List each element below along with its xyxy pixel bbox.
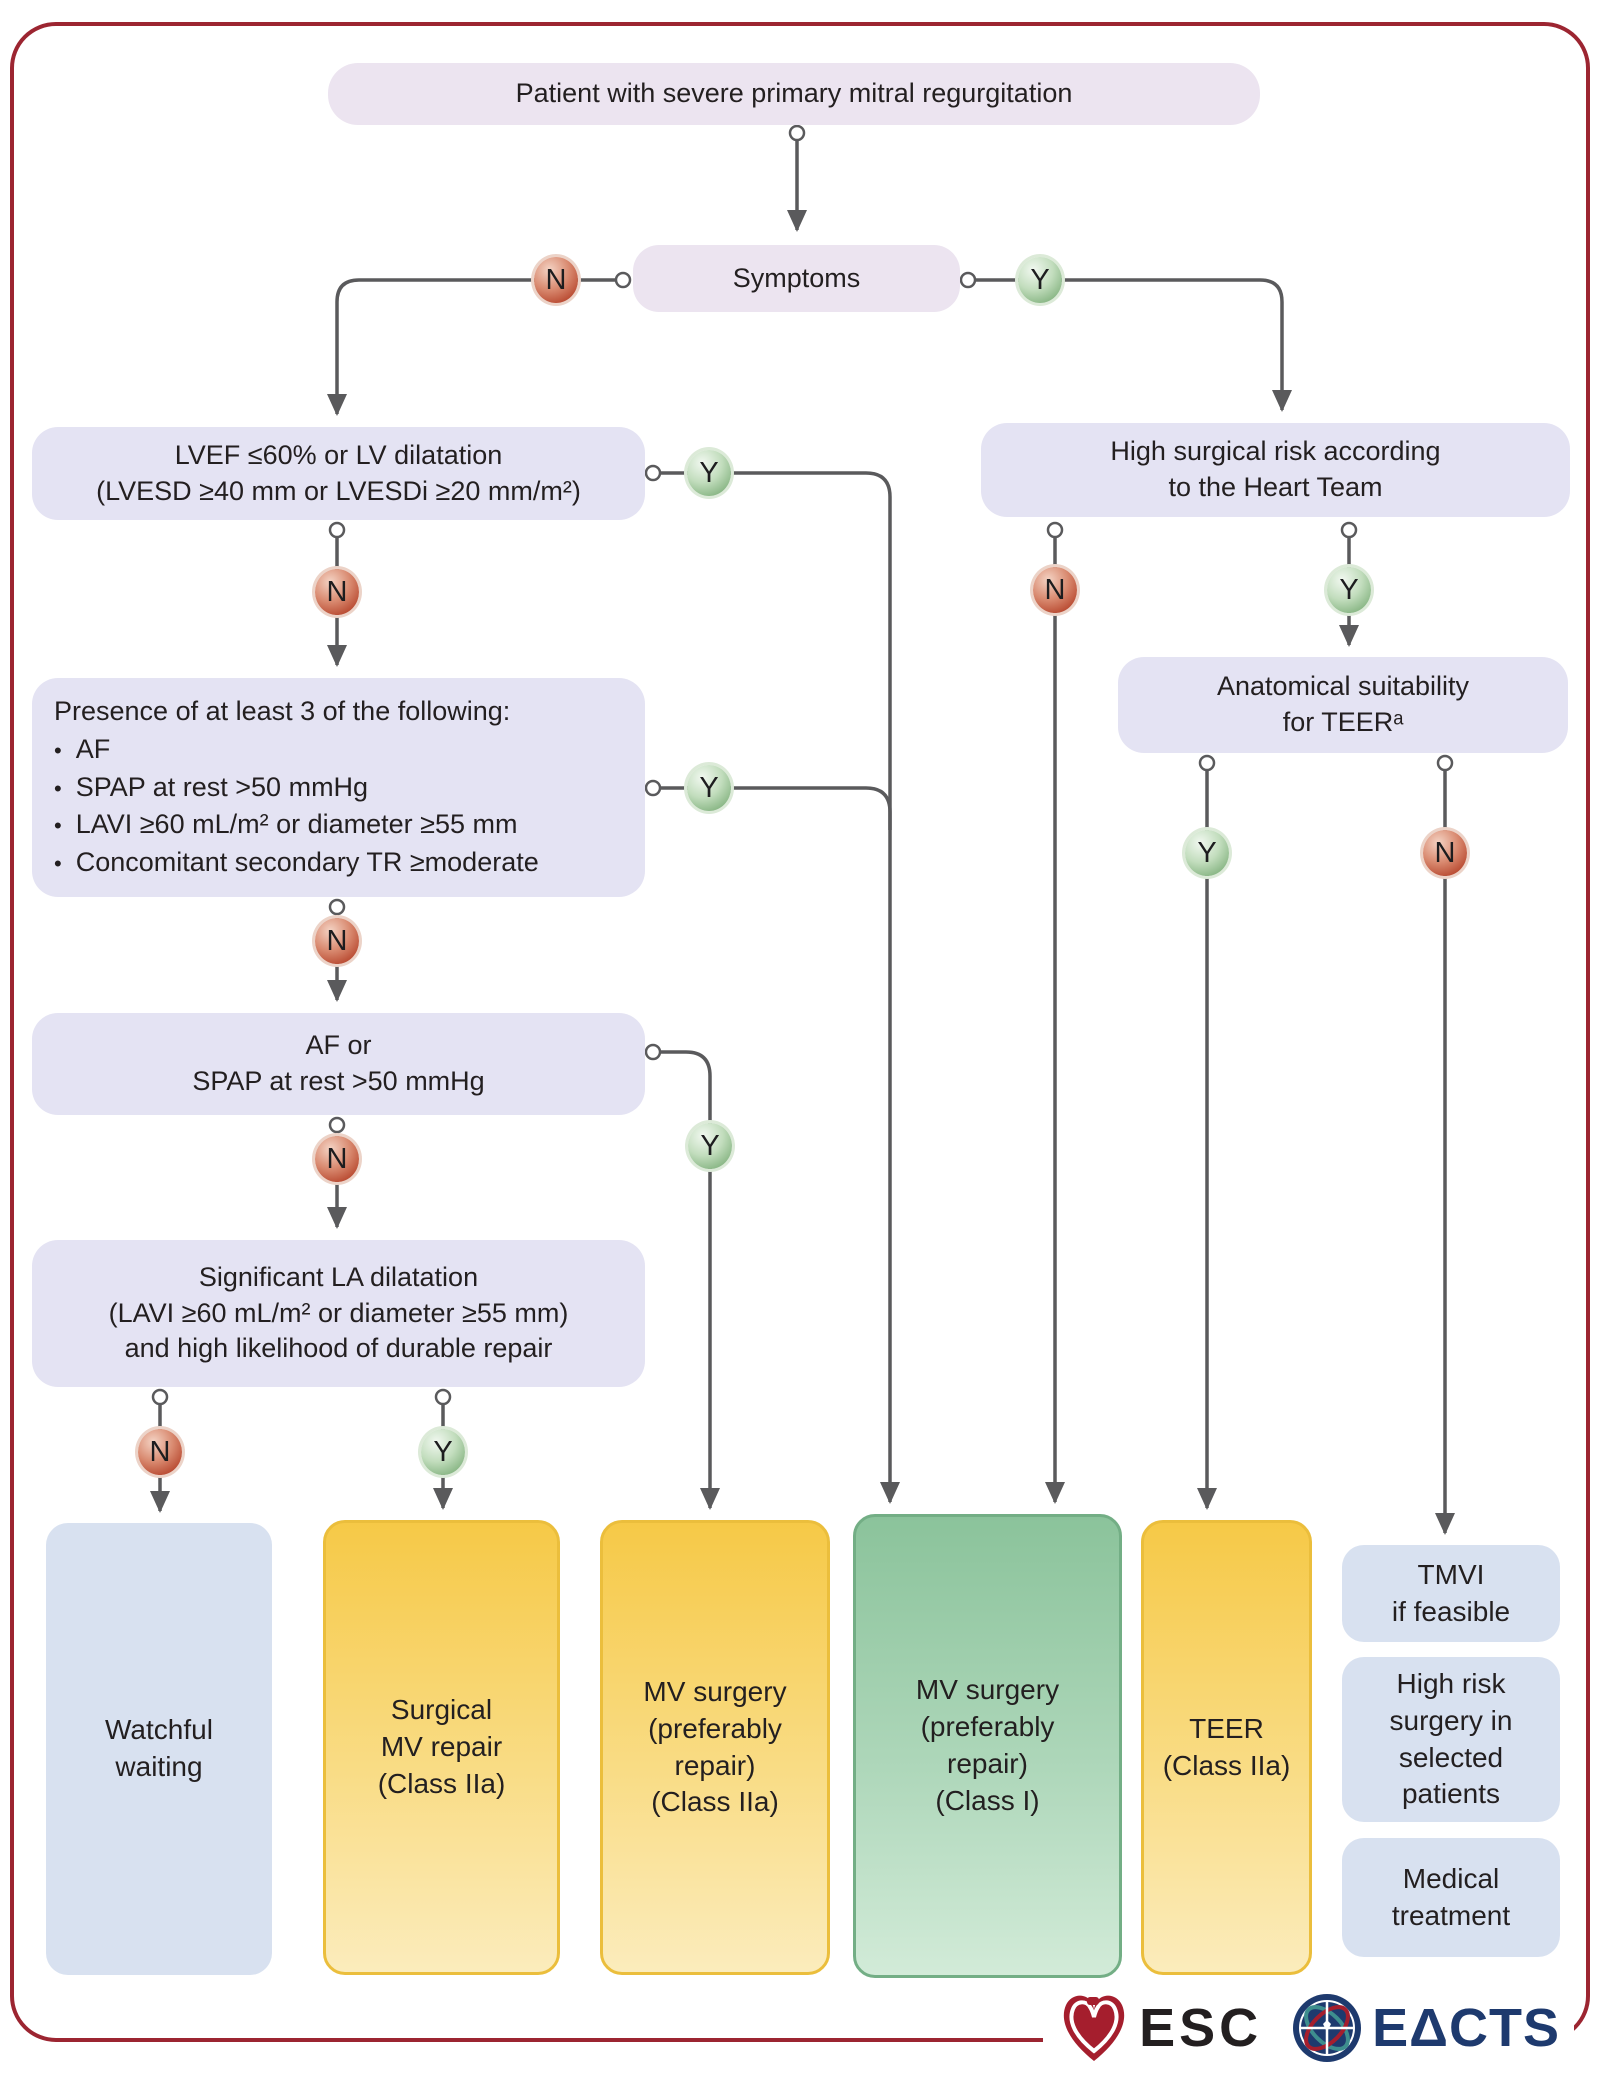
decision-af-spap [32, 1013, 645, 1115]
bullet-icon: • [54, 813, 62, 839]
outcome-line: if feasible [1391, 1595, 1511, 1627]
outcome-line: (Class IIa) [1162, 1749, 1291, 1781]
connector-node [961, 273, 975, 287]
yes-label: Y [1197, 836, 1217, 869]
yes-label: Y [699, 771, 719, 804]
connector-node [1048, 523, 1062, 537]
decision-teer-suit-line1: Anatomical suitability [1216, 671, 1470, 702]
outcome-high-risk-surgery [1342, 1657, 1560, 1822]
no-label: N [326, 924, 348, 957]
outcome-tmvi [1342, 1545, 1560, 1642]
yes-badge-symptoms [1018, 257, 1062, 303]
no-badge-lvef [315, 569, 359, 615]
yes-label: Y [700, 1129, 720, 1162]
outcome-watchful-waiting [46, 1523, 272, 1975]
outcome-line: MV repair [380, 1731, 503, 1763]
no-badge-criteria [315, 918, 359, 964]
criteria-bullet-text: SPAP at rest >50 mmHg [75, 771, 369, 802]
yes-badge-teer-suit [1185, 830, 1229, 876]
criteria-bullet-text: LAVI ≥60 mL/m² or diameter ≥55 mm [75, 809, 518, 840]
decision-teer-suit-line2: for TEERᵃ [1282, 707, 1404, 737]
esc-heart-icon [1057, 1989, 1131, 2067]
yes-label: Y [1030, 263, 1050, 296]
outcome-line: surgery in [1389, 1704, 1513, 1736]
connector-node [1200, 756, 1214, 770]
eacts-emblem-icon [1290, 1991, 1364, 2065]
connector-node [436, 1390, 450, 1404]
decision-la-dilatation [32, 1240, 645, 1387]
yes-badge-criteria [687, 765, 731, 811]
criteria-bullet-item [54, 731, 110, 769]
outcome-line: (preferably [920, 1711, 1055, 1743]
connector-node [790, 126, 804, 140]
bullet-icon: • [54, 775, 62, 801]
yes-label: Y [1339, 573, 1359, 606]
outcome-line: patients [1401, 1778, 1501, 1810]
no-label: N [326, 1142, 348, 1175]
criteria-bullet-item [54, 806, 517, 844]
outcome-line: (preferably [648, 1712, 782, 1744]
outcome-line: TMVI [1417, 1558, 1485, 1590]
connector [968, 280, 1282, 410]
criteria-bullet-item [54, 844, 539, 882]
decision-criteria [32, 678, 645, 897]
connector-node [1342, 523, 1356, 537]
decision-af-spap-line2: SPAP at rest >50 mmHg [192, 1066, 485, 1096]
outcome-line: repair) [947, 1748, 1028, 1779]
decision-lvef-line2: (LVESD ≥40 mm or LVESDi ≥20 mm/m²) [96, 475, 581, 506]
outcome-line: TEER [1189, 1712, 1264, 1744]
start-node [328, 63, 1260, 125]
outcome-line: MV surgery [915, 1674, 1060, 1706]
no-label: N [1044, 573, 1066, 606]
yes-badge-risk [1327, 567, 1371, 613]
decision-risk-line1: High surgical risk according [1110, 436, 1441, 467]
no-label: N [149, 1435, 171, 1468]
no-badge-teer-suit [1423, 830, 1467, 876]
decision-criteria-title: Presence of at least 3 of the following: [54, 696, 511, 726]
outcome-line: (Class I) [935, 1784, 1040, 1816]
eacts-logo-text: EΔCTS [1372, 1998, 1560, 2058]
yes-label: Y [433, 1435, 453, 1468]
outcome-line: Medical [1402, 1862, 1500, 1894]
no-label: N [545, 263, 567, 296]
decision-symptoms-label: Symptoms [732, 262, 861, 293]
connector [653, 1052, 710, 1508]
connector-node [646, 1045, 660, 1059]
connector-node [646, 781, 660, 795]
criteria-bullet-text: AF [75, 733, 111, 764]
outcome-teer [1141, 1520, 1312, 1975]
outcome-line: Watchful [105, 1714, 213, 1746]
outcome-medical-treatment [1342, 1838, 1560, 1957]
connector-node [616, 273, 630, 287]
outcome-line: High risk [1396, 1667, 1506, 1699]
decision-risk-line2: to the Heart Team [1168, 472, 1383, 502]
eacts-logo [1290, 1991, 1560, 2065]
yes-label: Y [699, 456, 719, 489]
decision-af-spap-line1: AF or [305, 1030, 372, 1061]
criteria-bullet-item [54, 769, 368, 807]
outcome-line: Surgical [390, 1694, 493, 1726]
connector-node [330, 1118, 344, 1132]
outcome-line: selected [1398, 1741, 1504, 1773]
outcome-line: treatment [1391, 1899, 1511, 1931]
connector [337, 280, 623, 414]
criteria-bullet-text: Concomitant secondary TR ≥moderate [75, 847, 539, 878]
decision-symptoms [633, 245, 960, 312]
no-badge-symptoms [534, 257, 578, 303]
outcome-line: waiting [115, 1751, 203, 1782]
outcome-line: (Class IIa) [651, 1786, 779, 1818]
no-badge-risk [1033, 567, 1077, 613]
connector-node [646, 466, 660, 480]
decision-la-line1: Significant LA dilatation [198, 1262, 479, 1293]
outcome-mv-surgery-class-iia [600, 1520, 830, 1975]
connector-node [153, 1390, 167, 1404]
outcome-line: repair) [674, 1749, 756, 1781]
esc-logo-text: ESC [1139, 1998, 1263, 2058]
decision-lvef [32, 427, 645, 520]
footer-logos [1043, 1985, 1574, 2071]
decision-la-line3: and high likelihood of durable repair [124, 1333, 553, 1364]
no-label: N [1434, 836, 1456, 869]
decision-surgical-risk [981, 423, 1570, 517]
esc-logo [1057, 1989, 1262, 2067]
bullet-icon: • [54, 851, 62, 877]
no-badge-la [138, 1429, 182, 1475]
connector-node [330, 900, 344, 914]
outcome-line: MV surgery [643, 1675, 787, 1707]
outcome-line: (Class IIa) [377, 1767, 506, 1799]
yes-badge-la [421, 1429, 465, 1475]
decision-teer-suitability [1118, 657, 1568, 753]
connector [653, 473, 890, 1502]
yes-badge-lvef [687, 450, 731, 496]
connector-node [330, 523, 344, 537]
connector-node [1438, 756, 1452, 770]
bullet-icon: • [54, 737, 62, 763]
decision-la-line2: (LAVI ≥60 mL/m² or diameter ≥55 mm) [108, 1297, 569, 1328]
decision-lvef-line1: LVEF ≤60% or LV dilatation [174, 439, 503, 470]
outcome-mv-surgery-class-i [853, 1514, 1122, 1978]
outcome-surgical-mv-repair [323, 1520, 560, 1975]
no-label: N [326, 575, 348, 608]
start-node-label: Patient with severe primary mitral regurgitation [515, 78, 1073, 109]
no-badge-af-spap [315, 1136, 359, 1182]
yes-badge-af-spap [688, 1123, 732, 1169]
